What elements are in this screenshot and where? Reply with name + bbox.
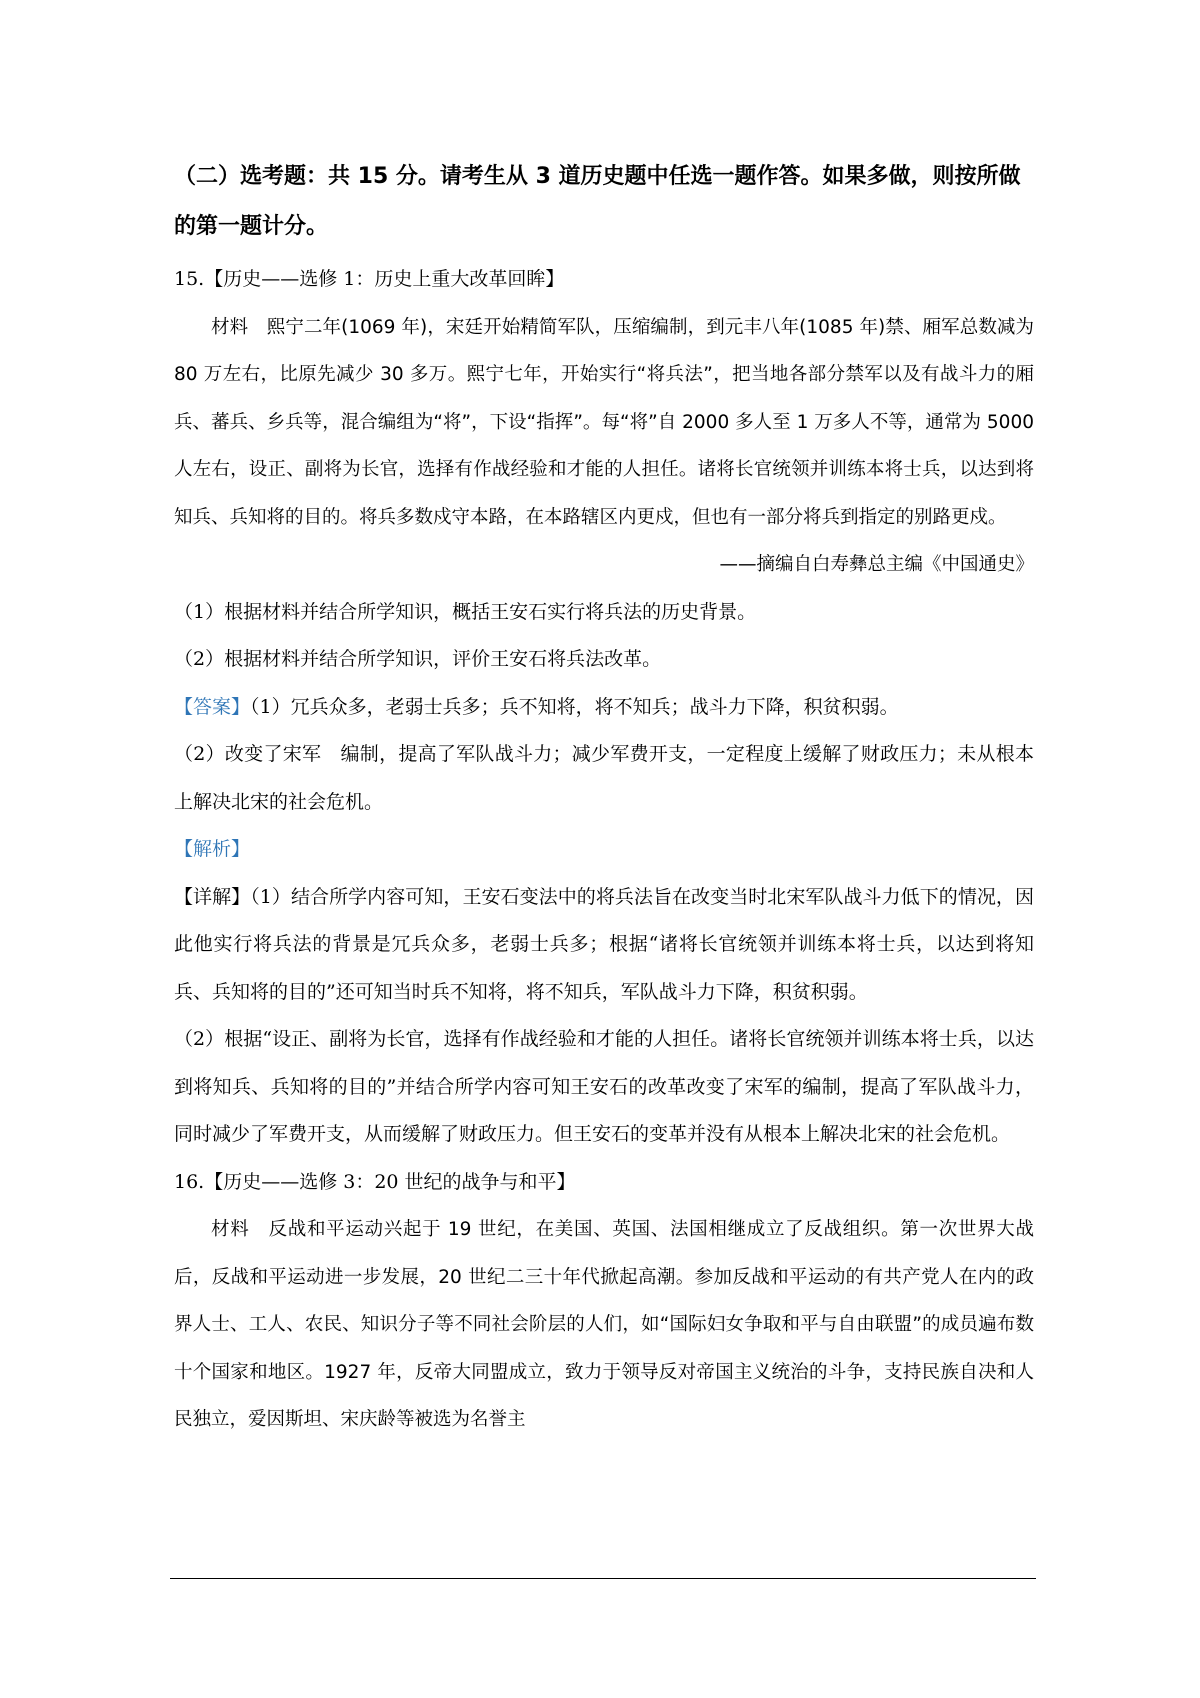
answer-part-2: （2）改变了宋军 编制，提高了军队战斗力；减少军费开支，一定程度上缓解了财政压力；未从根本上解决北宋的社会危机。 bbox=[174, 743, 1034, 813]
question-15-sub2: （2）根据材料并结合所学知识，评价王安石将兵法改革。 bbox=[174, 648, 662, 670]
answer-part-1: （1）冗兵众多，老弱士兵多；兵不知将，将不知兵；战斗力下降，积贫积弱。 bbox=[250, 695, 899, 718]
detail-part-2: （2）根据“设正、副将为长官，选择有作战经验和才能的人担任。诸将长官统领并训练本将士兵，以达到将知兵、兵知将的目的”并结合所学内容可知王安石的改革改变了宋军的编制，提高了军队战斗力，同时减少了军费开支，从而缓解了财政压力。但王安石的变革并没有从根本上解决北宋的社会危机。 bbox=[174, 1028, 1034, 1145]
detail-block bbox=[174, 874, 1034, 1017]
question-15-title: 15.【历史——选修 1：历史上重大改革回眸】 bbox=[174, 268, 565, 290]
page-divider bbox=[170, 1578, 1036, 1579]
section-heading: （二）选考题：共 15 分。请考生从 3 道历史题中任选一题作答。如果多做，则按所做的第一题计分。 bbox=[174, 164, 1021, 239]
question-16-title: 16.【历史——选修 3：20 世纪的战争与和平】 bbox=[174, 1170, 576, 1193]
document-page bbox=[174, 152, 1034, 1444]
question-15-material: 材料 熙宁二年(1069 年)，宋廷开始精简军队，压缩编制，到元丰八年(1085 年)禁、厢军总数减为 80 万左右，比原先减少 30 多万。熙宁七年，开始实行“将兵法”，把当地各部分禁军以及有战斗力的厢兵、蕃兵、乡兵等，混合编组为“将”，下设“指挥”。每“将”自 2000 多人至 1 万多人不等，通常为 5000 人左右，设正、副将为长官，选择有作战经验和才能的人担任。诸将长官统领并训练本将士兵，以达到将知兵、兵知将的目的。将兵多数戍守本路，在本路辖区内更戍，但也有一部分将兵到指定的别路更戍。 bbox=[174, 316, 1034, 528]
analysis-block bbox=[174, 826, 1034, 874]
answer-tag: 【答案】 bbox=[174, 695, 251, 718]
detail-part-1: （1）结合所学内容可知，王安石变法中的将兵法旨在改变当时北宋军队战斗力低下的情况，因此他实行将兵法的背景是冗兵众多，老弱士兵多；根据“诸将长官统领并训练本将士兵，以达到将知兵、兵知将的目的”还可知当时兵不知将，将不知兵，军队战斗力下降，积贫积弱。 bbox=[174, 885, 1034, 1003]
question-15-source: ——摘编自白寿彝总主编《中国通史》 bbox=[719, 554, 1034, 575]
analysis-tag: 【解析】 bbox=[174, 838, 251, 860]
question-15-sub1: （1）根据材料并结合所学知识，概括王安石实行将兵法的历史背景。 bbox=[174, 600, 757, 623]
detail-tag: 【详解】 bbox=[174, 885, 251, 908]
question-16-material: 材料 反战和平运动兴起于 19 世纪，在美国、英国、法国相继成立了反战组织。第一次世界大战后，反战和平运动进一步发展，20 世纪二三十年代掀起高潮。参加反战和平运动的有共产党人在内的政界人士、工人、农民、知识分子等不同社会阶层的人们，如“国际妇女争取和平与自由联盟”的成员遍布数十个国家和地区。1927 年，反帝大同盟成立，致力于领导反对帝国主义统治的斗争，支持民族自决和人民独立，爱因斯坦、宋庆龄等被选为名誉主 bbox=[174, 1219, 1034, 1430]
answer-block bbox=[174, 684, 1034, 732]
